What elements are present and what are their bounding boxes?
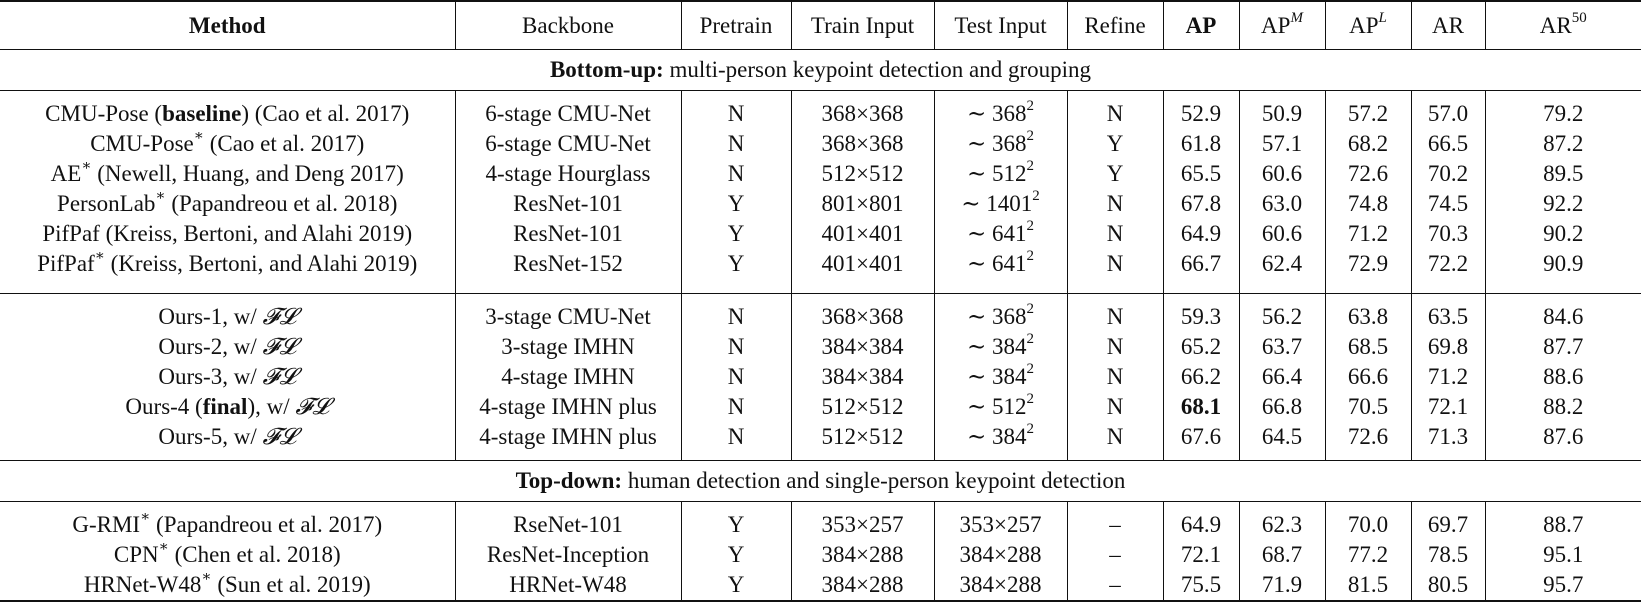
table-row: PersonLab∗ (Papandreou et al. 2018) ResNet-101 Y 801×801 ∼ 1401$^2$ N 67.8 63.0 74.8 74.5 92.2 (0, 189, 1641, 219)
method-cell: Ours-5, w/ 𝓕𝓛 (158, 424, 297, 450)
method-cell: CPN∗ (Chen et al. 2018) (113, 540, 341, 567)
col-ar: AR (1411, 1, 1485, 50)
col-test-input: Test Input (934, 1, 1067, 50)
table-row: AE∗ (Newell, Huang, and Deng 2017) 4-stage Hourglass N 512×512 ∼ $512^2$ Y 65.5 60.6 72.6 70.2 89.5 (0, 159, 1641, 189)
table-row: Ours-3, w/ 𝓕𝓛 4-stage IMHN N 384×384 ∼ $384^2$ N 66.2 66.4 66.6 71.2 88.6 (0, 362, 1641, 392)
best-ap-value: 68.1 (1163, 392, 1239, 422)
table-row: Ours-2, w/ 𝓕𝓛 3-stage IMHN N 384×384 ∼ $384^2$ N 65.2 63.7 68.5 69.8 87.7 (0, 332, 1641, 362)
method-cell: CMU-Pose (baseline) (Cao et al. 2017) (45, 101, 410, 126)
col-pretrain: Pretrain (681, 1, 791, 50)
col-refine: Refine (1067, 1, 1163, 50)
method-cell: Ours-4 (final), w/ 𝓕𝓛 (125, 394, 330, 420)
col-ar-50: AR$^{50}$ (1485, 1, 1641, 50)
col-train-input: Train Input (791, 1, 934, 50)
table-row: CMU-Pose (baseline) (Cao et al. 2017) 6-stage CMU-Net N 368×368 ∼ $368^2$ N 52.9 50.9 57.2 57.0 79.2 (0, 99, 1641, 129)
method-cell: CMU-Pose∗ (Cao et al. 2017) (90, 129, 365, 156)
table-row: Ours-5, w/ 𝓕𝓛 4-stage IMHN plus N 512×512 ∼ $384^2$ N 67.6 64.5 72.6 71.3 87.6 (0, 422, 1641, 452)
method-cell: PifPaf∗ (Kreiss, Bertoni, and Alahi 2019) (37, 249, 418, 276)
section-header-top-down: Top-down: human detection and single-person keypoint detection (0, 461, 1641, 502)
method-cell: PersonLab∗ (Papandreou et al. 2018) (57, 189, 398, 216)
section-header-bottom-up: Bottom-up: multi-person keypoint detection and grouping (0, 50, 1641, 91)
table-row: PifPaf∗ (Kreiss, Bertoni, and Alahi 2019) ResNet-152 Y 401×401 ∼ $641^2$ N 66.7 62.4 72.9 72.2 90.9 (0, 249, 1641, 279)
col-backbone: Backbone (455, 1, 681, 50)
table-row: Ours-1, w/ 𝓕𝓛 3-stage CMU-Net N 368×368 ∼ $368^2$ N 59.3 56.2 63.8 63.5 84.6 (0, 302, 1641, 332)
method-cell: Ours-3, w/ 𝓕𝓛 (158, 364, 297, 390)
table-row: PifPaf (Kreiss, Bertoni, and Alahi 2019) ResNet-101 Y 401×401 ∼ $641^2$ N 64.9 60.6 71.2 70.3 90.2 (0, 219, 1641, 249)
table-row: CPN∗ (Chen et al. 2018) ResNet-Inception Y 384×288 384×288 – 72.1 68.7 77.2 78.5 95.1 (0, 540, 1641, 570)
method-cell: Ours-1, w/ 𝓕𝓛 (158, 304, 297, 330)
method-cell: Ours-2, w/ 𝓕𝓛 (158, 334, 297, 360)
col-method: Method (0, 1, 455, 50)
table-row: CMU-Pose∗ (Cao et al. 2017) 6-stage CMU-Net N 368×368 ∼ $368^2$ Y 61.8 57.1 68.2 66.5 87.2 (0, 129, 1641, 159)
method-cell: G-RMI∗ (Papandreou et al. 2017) (72, 510, 383, 537)
col-ap-l: $AP^L$ (1325, 1, 1411, 50)
header-row (0, 1, 1641, 50)
table-row: Ours-4 (final), w/ 𝓕𝓛 4-stage IMHN plus N 512×512 ∼ $512^2$ N 68.1 66.8 70.5 72.1 88.2 (0, 392, 1641, 422)
table-row: G-RMI∗ (Papandreou et al. 2017) RseNet-101 Y 353×257 353×257 – 64.9 62.3 70.0 69.7 88.7 (0, 510, 1641, 540)
method-cell: HRNet-W48∗ (Sun et al. 2019) (0, 570, 455, 601)
method-cell: AE∗ (Newell, Huang, and Deng 2017) (50, 159, 404, 186)
method-cell: PifPaf (Kreiss, Bertoni, and Alahi 2019) (42, 221, 413, 246)
col-ap-m: $AP^M$ (1239, 1, 1325, 50)
table-row: HRNet-W48∗ (Sun et al. 2019) HRNet-W48 Y 384×288 384×288 – 75.5 71.9 81.5 80.5 95.7 (0, 570, 1641, 601)
col-ap: AP (1163, 1, 1239, 50)
